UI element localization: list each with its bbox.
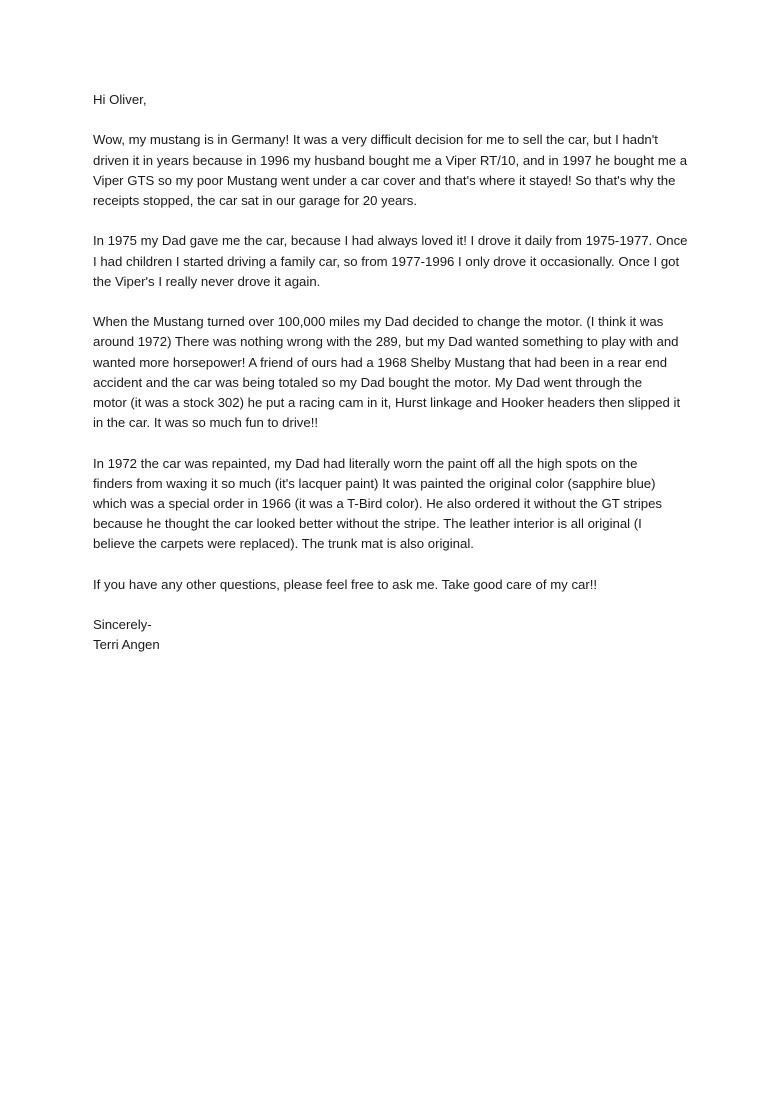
letter-signoff	[93, 615, 693, 655]
text-line: Wow, my mustang is in Germany! It was a very difficult decision for me to sell the car, but I hadn't	[93, 132, 658, 148]
text-line: When the Mustang turned over 100,000 miles my Dad decided to change the motor. (I think it was	[93, 314, 664, 330]
letter-body	[93, 90, 693, 656]
text-line: Viper GTS so my poor Mustang went under a car cover and that's where it stayed! So that's why the	[93, 172, 676, 188]
text-line: around 1972) There was nothing wrong with the 289, but my Dad wanted something to play with and	[93, 334, 679, 350]
text-line: because he thought the car looked better without the stripe. The leather interior is all original (I	[93, 516, 642, 532]
paragraph-questions	[93, 575, 693, 595]
text-line: In 1975 my Dad gave me the car, because I had always loved it! I drove it daily from 1975-1977. Once	[93, 233, 688, 249]
text-line: finders from waxing it so much (it's lacquer paint) It was painted the original color (sapphire blue)	[93, 475, 656, 491]
text-line: In 1972 the car was repainted, my Dad had literally worn the paint off all the high spots on the	[93, 455, 638, 471]
text-line: If you have any other questions, please feel free to ask me. Take good care of my car!!	[93, 576, 598, 592]
letter-signature: Terri Angen	[93, 637, 160, 653]
text-line: in the car. It was so much fun to drive!!	[93, 415, 319, 431]
text-line: receipts stopped, the car sat in our garage for 20 years.	[93, 193, 418, 208]
text-line: wanted more horsepower! A friend of ours had a 1968 Shelby Mustang that had been in a rear end	[93, 354, 668, 370]
text-line: the Viper's I really never drove it again.	[93, 273, 321, 289]
letter-closing: Sincerely-	[93, 617, 152, 633]
text-line: believe the carpets were replaced). The trunk mat is also original.	[93, 536, 474, 552]
text-line: I had children I started driving a family car, so from 1977-1996 I only drove it occasionally. Once I got	[93, 253, 680, 269]
text-line: driven it in years because in 1996 my husband bought me a Viper RT/10, and in 1997 he bought me a	[93, 152, 688, 168]
text-line: motor (it was a stock 302) he put a racing cam in it, Hurst linkage and Hooker headers then slipped it	[93, 395, 681, 410]
paragraph-sale	[93, 130, 693, 211]
paragraph-history	[93, 231, 693, 292]
paragraph-motor	[93, 312, 693, 433]
text-line: accident and the car was being totaled so my Dad bought the motor. My Dad went through the	[93, 374, 643, 390]
paragraph-paint	[93, 454, 693, 555]
text-line: which was a special order in 1966 (it was a T-Bird color). He also ordered it without the GT stripes	[93, 496, 663, 511]
letter-greeting: Hi Oliver,	[93, 92, 147, 107]
